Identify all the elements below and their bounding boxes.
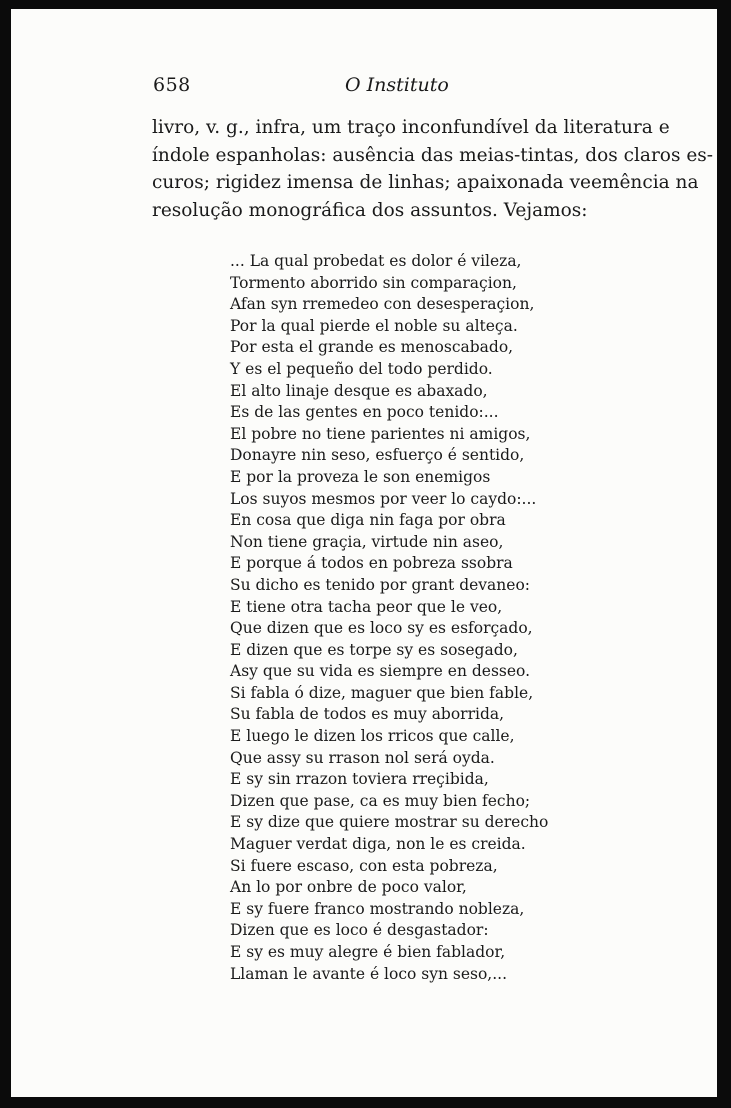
running-title: O Instituto: [345, 74, 449, 96]
verse-line: E sy sin rrazon toviera rreçibida,: [230, 770, 489, 789]
paragraph-line: resolução monográfica dos assuntos. Vejamos:: [152, 199, 588, 221]
verse-line: El pobre no tiene parientes ni amigos,: [230, 424, 531, 443]
verse-line: Donayre nin seso, esfuerço é sentido,: [230, 446, 525, 465]
page-number: 658: [153, 74, 191, 96]
verse-line: El alto linaje desque es abaxado,: [230, 381, 488, 400]
verse-line: Su fabla de todos es muy aborrida,: [230, 705, 505, 724]
verse-line: E sy fuere franco mostrando nobleza,: [230, 899, 525, 918]
verse-line: Non tiene graçia, virtude nin aseo,: [230, 532, 504, 551]
page-header: [11, 74, 717, 104]
body-paragraph: [152, 114, 714, 224]
verse-line: Su dicho es tenido por grant devaneo:: [230, 575, 531, 594]
verse-line: Y es el pequeño del todo perdido.: [230, 359, 493, 378]
verse-line: E sy es muy alegre é bien fablador,: [230, 943, 506, 961]
verse-line: Dizen que pase, ca es muy bien fecho;: [230, 791, 531, 810]
paragraph-line: curos; rigidez imensa de linhas; apaixonada veemência na: [152, 172, 699, 193]
verse-line: Los suyos mesmos por veer lo caydo:...: [230, 489, 537, 508]
verse-line: ... La qual probedat es dolor é vileza,: [230, 252, 522, 270]
verse-line: Asy que su vida es siempre en desseo.: [230, 662, 531, 681]
verse-line: En cosa que diga nin faga por obra: [230, 511, 506, 530]
verse-line: An lo por onbre de poco valor,: [230, 878, 467, 897]
verse-line: Por esta el grande es menoscabado,: [230, 338, 514, 357]
verse-line: Que dizen que es loco sy es esforçado,: [230, 619, 533, 638]
verse-line: Es de las gentes en poco tenido:...: [230, 403, 499, 422]
verse-line: Que assy su rrason nol será oyda.: [230, 748, 495, 767]
verse-line: Afan syn rremedeo con desesperaçion,: [230, 295, 535, 314]
book-page: [11, 9, 717, 1097]
verse-line: Por la qual pierde el noble su alteça.: [230, 316, 518, 335]
verse-line: Dizen que es loco é desgastador:: [230, 921, 489, 940]
verse-line: E porque á todos en pobreza ssobra: [230, 554, 513, 573]
verse-line: E por la proveza le son enemigos: [230, 467, 491, 486]
paragraph-line: livro, v. g., infra, um traço inconfundível da literatura e: [152, 117, 670, 138]
verse-line: Tormento aborrido sin comparaçion,: [230, 273, 517, 292]
verse-quotation: [230, 251, 549, 985]
verse-line: Maguer verdat diga, non le es creida.: [230, 835, 526, 854]
verse-line: E luego le dizen los rricos que calle,: [230, 727, 515, 746]
verse-line: Si fuere escaso, con esta pobreza,: [230, 856, 498, 875]
verse-line: E tiene otra tacha peor que le veo,: [230, 597, 503, 616]
paragraph-line: índole espanholas: ausência das meias-tintas, dos claros es-: [152, 144, 714, 166]
verse-line: E dizen que es torpe sy es sosegado,: [230, 640, 518, 659]
verse-line: Llaman le avante é loco syn seso,...: [230, 964, 508, 983]
verse-line: Si fabla ó dize, maguer que bien fable,: [230, 683, 534, 702]
verse-line: E sy dize que quiere mostrar su derecho: [230, 813, 549, 832]
